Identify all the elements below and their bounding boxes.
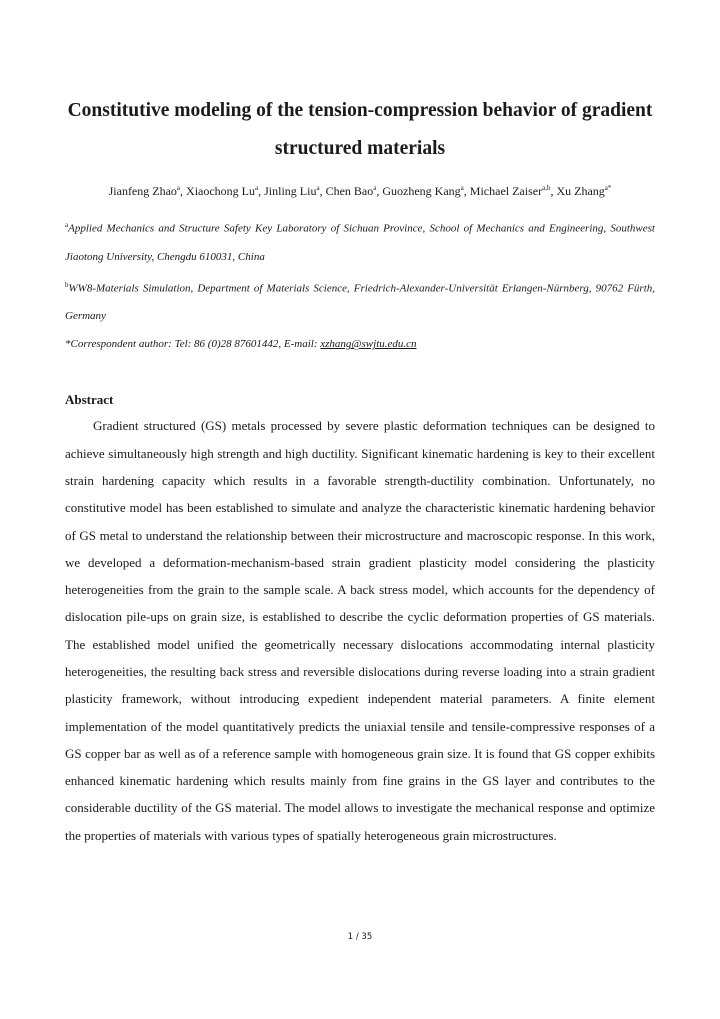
page-number: 1 / 35 bbox=[347, 932, 373, 942]
author-name: Xiaochong Lu bbox=[186, 184, 256, 198]
title-line-1: Constitutive modeling of the tension-compression behavior of gradient bbox=[67, 100, 653, 121]
author-affiliation-mark: a,b bbox=[542, 184, 551, 192]
title-line-2: structured materials bbox=[274, 138, 446, 159]
author-separator: , bbox=[180, 184, 187, 198]
author-name: Jinling Liu bbox=[264, 184, 317, 198]
author-name: Chen Bao bbox=[325, 184, 374, 198]
paper-title bbox=[65, 0, 655, 168]
author-separator: , bbox=[319, 184, 326, 198]
author-affiliation-mark: a bbox=[460, 184, 464, 192]
affiliation-b bbox=[65, 271, 655, 331]
email-link[interactable]: xzhang@swjtu.edu.cn bbox=[320, 338, 417, 351]
author-affiliation-mark: a bbox=[316, 184, 320, 192]
author-separator: , bbox=[376, 184, 383, 198]
author-separator: , bbox=[550, 184, 557, 198]
author-name: Xu Zhang bbox=[556, 184, 605, 198]
correspondence-text: *Correspondent author: Tel: 86 (0)28 87601442, E-mail: bbox=[65, 338, 321, 351]
author-separator: , bbox=[463, 184, 470, 198]
abstract-body: Gradient structured (GS) metals processed by severe plastic deformation techniques can be designed to achieve simultaneously high strength and high ductility. Significant kinematic hardening is key to their excellent strain hardening capacity which results in a favorable strength-ductility combination. Unfortunately, no constitutive model has been established to simulate and analyze the characteristic kinematic hardening behavior of GS metal to understand the relationship between their microstructure and macroscopic response. In this work, we developed a deformation-mechanism-based strain gradient plasticity model considering the plasticity heterogeneities from the grain to the sample scale. A back stress model, which accounts for the dependency of dislocation pile-ups on grain size, is established to describe the cyclic deformation properties of GS materials. The established model unified the geometrically necessary dislocations accommodating internal plasticity heterogeneities, the resulting back stress and reversible dislocations during reverse loading into a strain gradient plasticity framework, without introducing expedient independent material parameters. A finite element implementation of the model quantitatively predicts the uniaxial tensile and tensile-compressive responses of a GS copper bar as well as of a reference sample with homogeneous grain size. It is found that GS copper exhibits enhanced kinematic hardening which results mainly from fine grains in the GS layer and contributes to the considerable ductility of the GS material. The model allows to investigate the mechanical response and optimize the properties of materials with various types of spatially heterogeneous grain microstructures. bbox=[65, 418, 655, 843]
abstract-heading: Abstract bbox=[65, 392, 114, 408]
affiliations bbox=[65, 211, 655, 358]
author-affiliation-mark: a bbox=[255, 184, 259, 192]
author-list bbox=[65, 180, 655, 199]
author-affiliation-mark: a* bbox=[604, 184, 612, 192]
affiliation-a-mark: a bbox=[65, 221, 69, 229]
author-name: Michael Zaiser bbox=[469, 184, 543, 198]
affiliation-b-text: WW8-Materials Simulation, Department of Materials Science, Friedrich-Alexander-Universität Erlangen-Nürnberg, 90762 Fürth, Germany bbox=[65, 282, 655, 323]
affiliation-b-mark: b bbox=[65, 280, 69, 289]
author-name: Jianfeng Zhao bbox=[108, 184, 177, 198]
affiliation-a bbox=[65, 211, 655, 271]
author-affiliation-mark: a bbox=[373, 184, 377, 192]
affiliation-a-text: Applied Mechanics and Structure Safety Key Laboratory of Sichuan Province, School of Mechanics and Engineering, Southwest Jiaotong University, Chengdu 610031, China bbox=[65, 222, 655, 263]
author-separator: , bbox=[258, 184, 265, 198]
author-affiliation-mark: a bbox=[176, 184, 181, 192]
correspondence bbox=[65, 330, 655, 358]
author-name: Guozheng Kang bbox=[382, 184, 461, 198]
